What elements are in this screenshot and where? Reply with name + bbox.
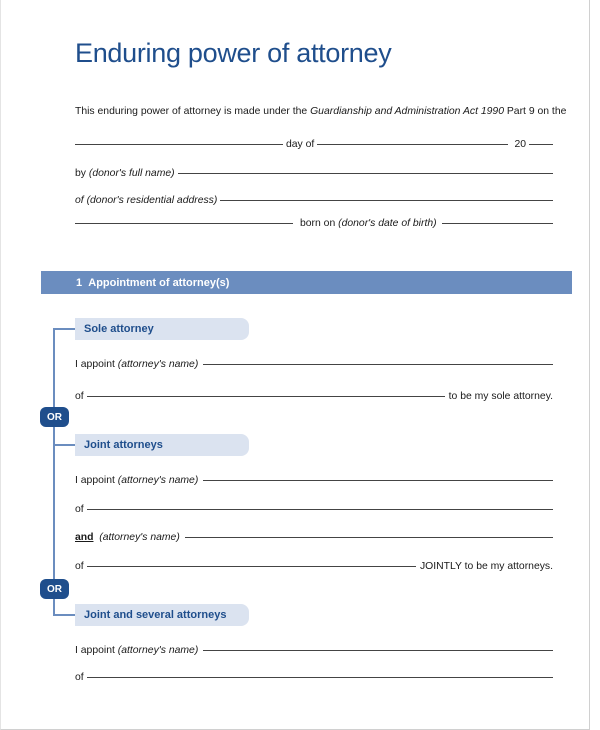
of-label-2: of (75, 561, 84, 572)
of-label: of (75, 391, 84, 402)
several-address-blank[interactable] (87, 677, 553, 678)
page-title: Enduring power of attorney (75, 38, 392, 68)
sole-name-line (75, 359, 553, 370)
joint-address-blank[interactable] (87, 509, 553, 510)
joint-name-line-2 (75, 532, 553, 543)
dob-blank[interactable] (442, 223, 553, 224)
joint-several-heading: Joint and several attorneys (75, 604, 249, 626)
of-label: of (75, 195, 84, 206)
and-label: and (75, 532, 94, 543)
donor-address-blank[interactable] (220, 200, 553, 201)
section-1-header (41, 271, 572, 294)
appoint-label: I appoint (75, 359, 115, 370)
donor-name-hint: (donor's full name) (88, 168, 175, 179)
bracket-tick-sole (53, 328, 75, 330)
date-month-blank[interactable] (317, 144, 508, 145)
attorney-name-hint: (attorney's name) (117, 645, 199, 656)
section-number: 1 (76, 276, 83, 289)
date-line (75, 139, 553, 150)
donor-address-line (75, 195, 553, 206)
attorney-name-hint: (attorney's name) (117, 475, 199, 486)
sole-address-blank[interactable] (87, 396, 445, 397)
several-name-line (75, 645, 553, 656)
donor-address-hint: (donor's residential address) (86, 195, 218, 206)
donor-name-line (75, 168, 553, 179)
by-label: by (75, 168, 86, 179)
day-of-label: day of (286, 139, 315, 150)
bracket-tick-joint (53, 444, 75, 446)
date-year-blank[interactable] (529, 144, 553, 145)
sole-closing: to be my sole attorney. (448, 391, 553, 402)
sole-address-line (75, 391, 553, 402)
born-on-label: born on (300, 218, 336, 229)
donor-dob-line (75, 218, 553, 229)
bracket-tick-several (53, 614, 75, 616)
several-address-line (75, 672, 553, 683)
year-prefix: 20 (514, 139, 526, 150)
intro-line (75, 106, 567, 117)
section-heading: Appointment of attorney(s) (88, 276, 230, 289)
joint-address-blank-2[interactable] (87, 566, 416, 567)
donor-address-blank-2[interactable] (75, 223, 293, 224)
several-name-blank[interactable] (203, 650, 553, 651)
sole-attorney-heading: Sole attorney (75, 318, 249, 340)
attorney-name-hint: (attorney's name) (117, 359, 199, 370)
appoint-label: I appoint (75, 645, 115, 656)
joint-name-blank-2[interactable] (185, 537, 553, 538)
donor-name-blank[interactable] (178, 173, 553, 174)
appoint-label: I appoint (75, 475, 115, 486)
intro-suffix: Part 9 on the (506, 106, 567, 117)
joint-closing: JOINTLY to be my attorneys. (419, 561, 553, 572)
options-bracket (53, 328, 55, 614)
act-name: Guardianship and Administration Act 1990 (310, 106, 504, 117)
sole-name-blank[interactable] (203, 364, 553, 365)
joint-name-blank[interactable] (203, 480, 553, 481)
date-day-blank[interactable] (75, 144, 283, 145)
or-badge-2: OR (40, 579, 69, 599)
joint-address-line-2 (75, 561, 553, 572)
of-label: of (75, 504, 84, 515)
of-label: of (75, 672, 84, 683)
or-badge: OR (40, 407, 69, 427)
dob-hint: (donor's date of birth) (338, 218, 437, 229)
joint-address-line (75, 504, 553, 515)
joint-name-line (75, 475, 553, 486)
joint-attorneys-heading: Joint attorneys (75, 434, 249, 456)
attorney-name-hint-2: (attorney's name) (99, 532, 180, 543)
intro-prefix: This enduring power of attorney is made under the (75, 106, 308, 117)
